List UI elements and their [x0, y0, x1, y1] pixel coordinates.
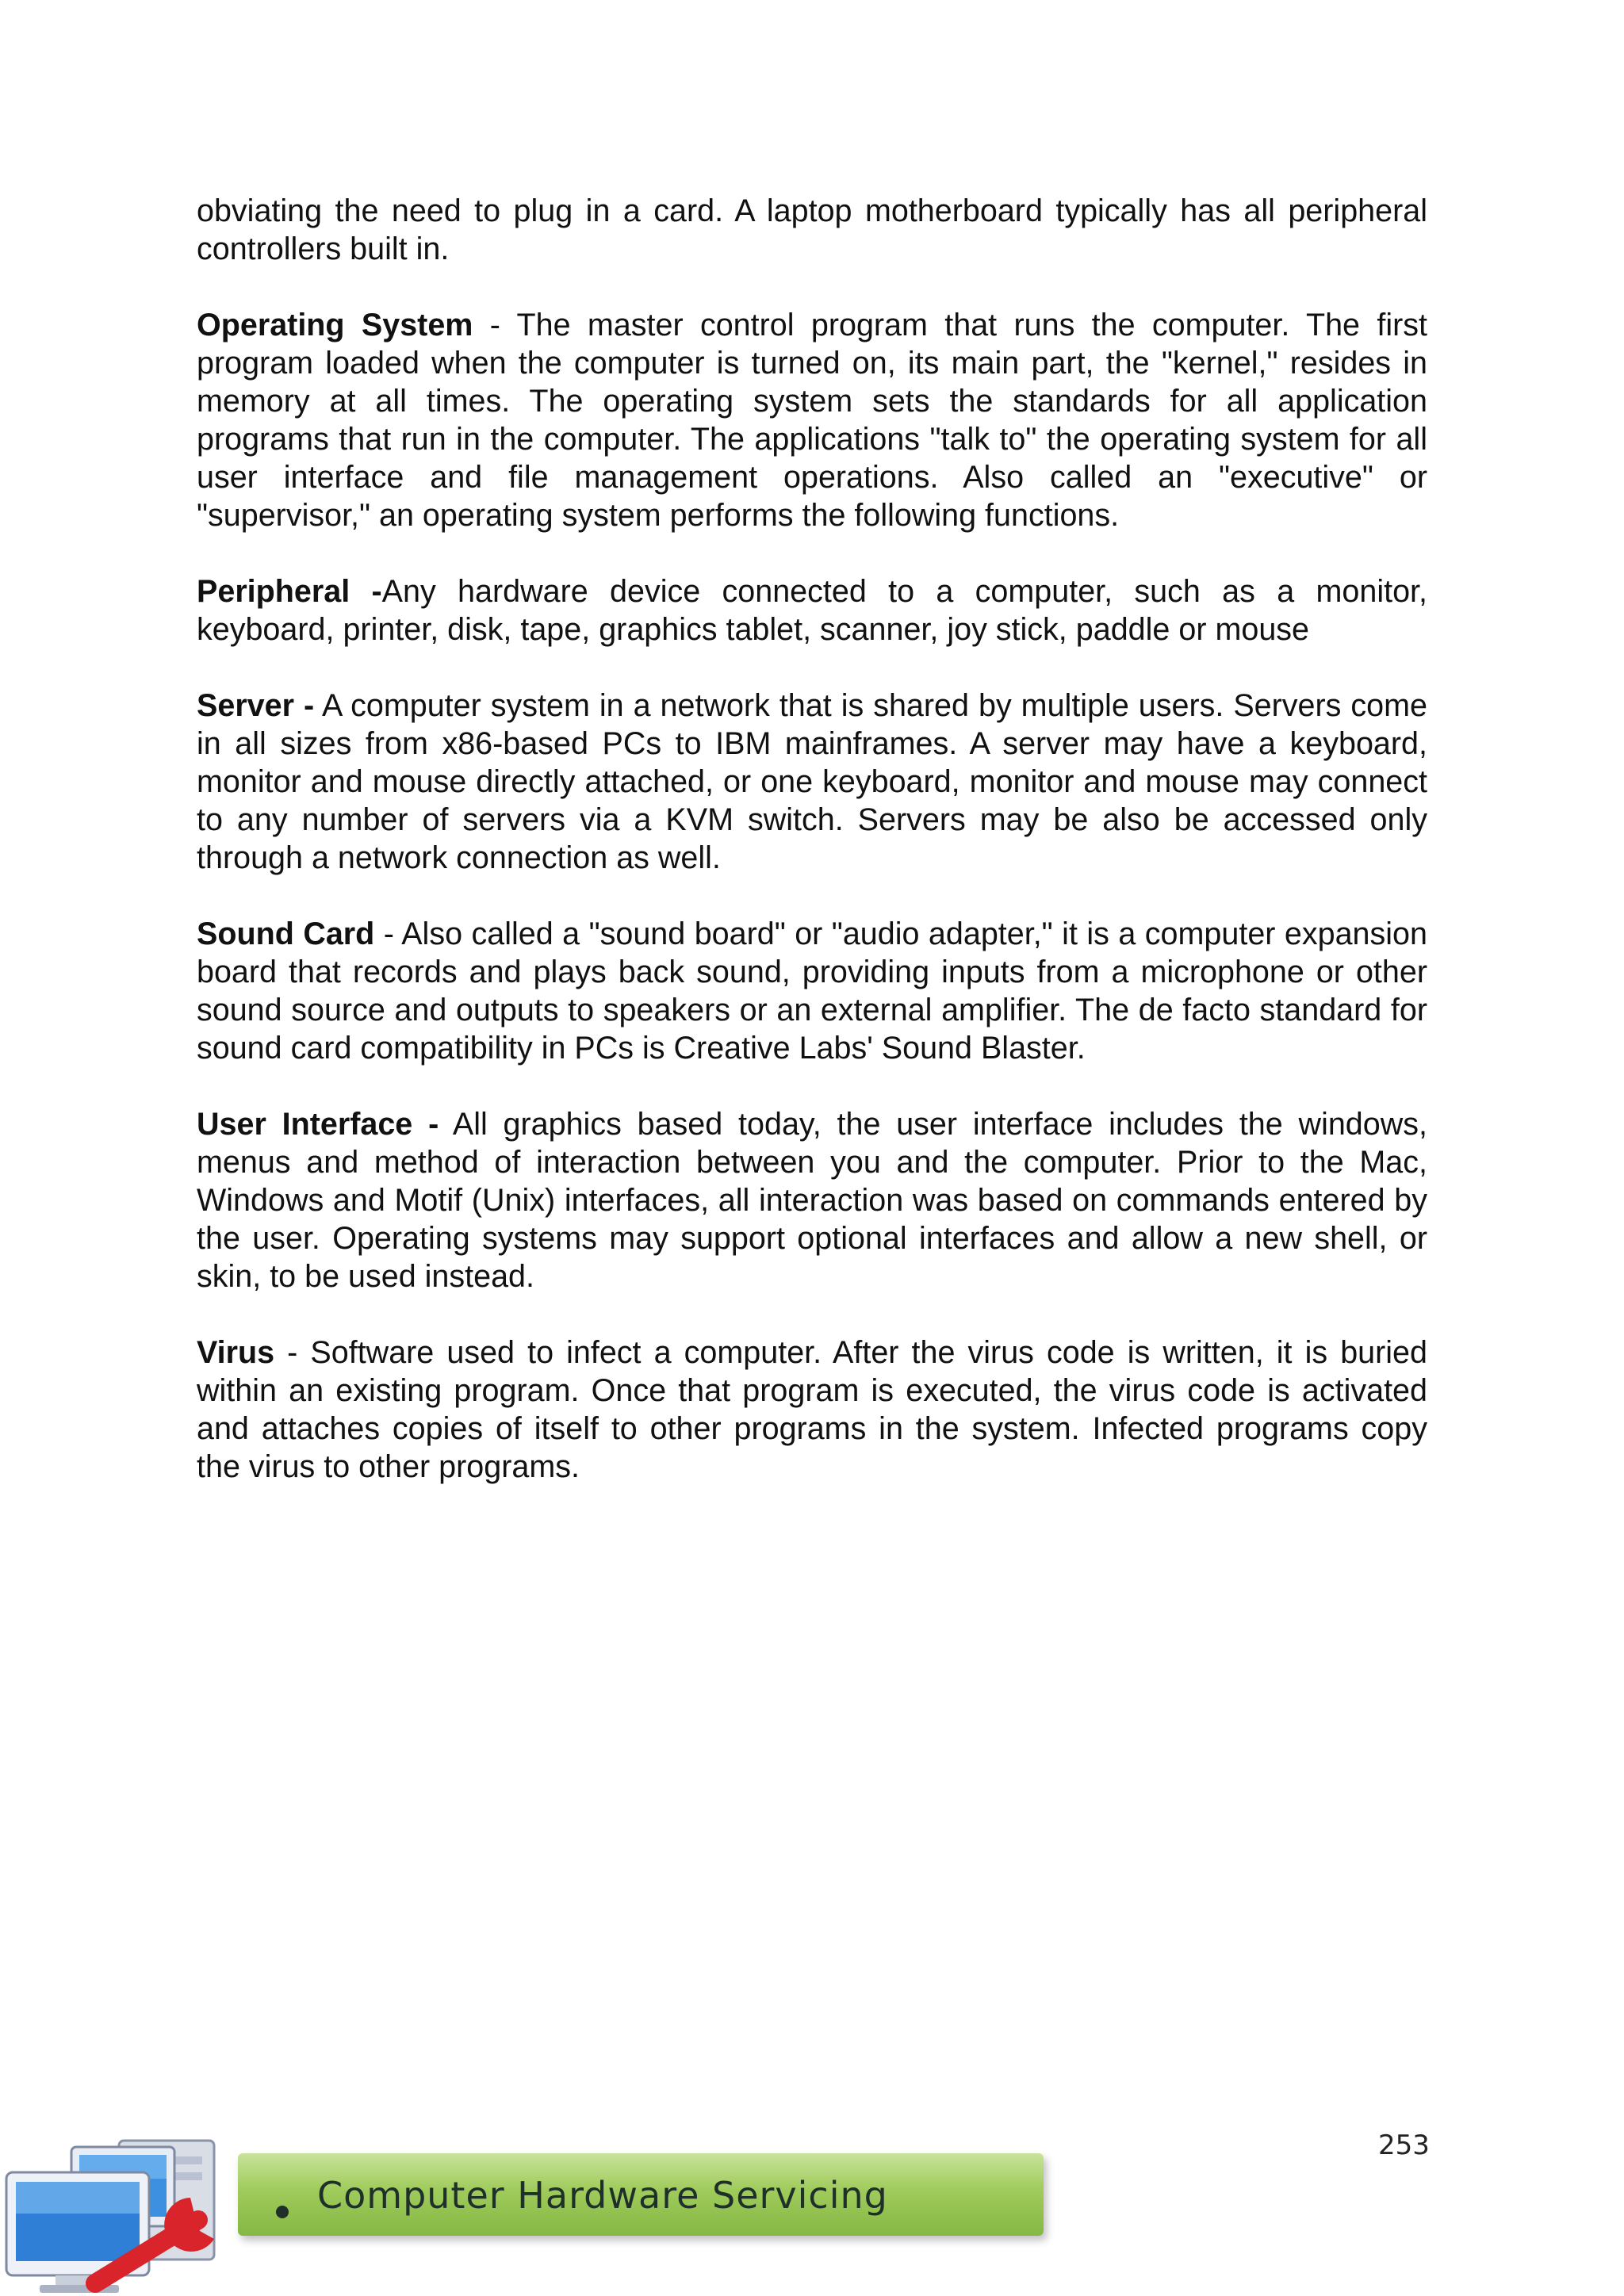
paragraph-virus [197, 1334, 1427, 1486]
glossary-definition: A computer system in a network that is shared by multiple users. Servers come in all sizes from x86-based PCs to IBM mainframes. A server may have a keyboard, monitor and mouse directly attached, or one keyboard, monitor and mouse may connect to any number of servers via a KVM switch. Servers may be also be accessed only through a network connection as well. [197, 688, 1428, 875]
glossary-term: Peripheral - [197, 574, 382, 609]
paragraph-user-interface [197, 1105, 1427, 1295]
glossary-definition: - The master control program that runs the computer. The first program loaded when the computer is turned on, its main part, the "kernel," resides in memory at all times. The operating system sets the standards for all application programs that run in the computer. The applications "talk to" the operating system for all user interface and file management operations. Also called an "executive" or "supervisor," an operating system performs the following functions. [197, 308, 1427, 533]
glossary-term: Server - [197, 688, 315, 723]
document-body [197, 192, 1427, 1524]
paragraph-sound-card [197, 915, 1427, 1067]
glossary-definition: obviating the need to plug in a card. A laptop motherboard typically has all peripheral controllers built in. [197, 193, 1427, 266]
glossary-term: Operating System [197, 308, 473, 342]
computer-wrench-icon [0, 2125, 333, 2296]
glossary-definition: - Software used to infect a computer. After the virus code is written, it is buried within an existing program. Once that program is executed, the virus code is activated and attaches copies of itself to other programs in the system. Infected programs copy the virus to other programs. [197, 1335, 1427, 1484]
footer-title: Computer Hardware Servicing [317, 2174, 888, 2217]
glossary-definition: - Also called a "sound board" or "audio adapter," it is a computer expansion board that records and plays back sound, providing inputs from a microphone or other sound source and outputs to speakers or an external amplifier. The de facto standard for sound card compatibility in PCs is Creative Labs' Sound Blaster. [197, 916, 1427, 1066]
glossary-term: Sound Card [197, 916, 375, 951]
glossary-definition: All graphics based today, the user interface includes the windows, menus and method of interaction between you and the computer. Prior to the Mac, Windows and Motif (Unix) interfaces, all interaction was based on commands entered by the user. Operating systems may support optional interfaces and allow a new shell, or skin, to be used instead. [197, 1107, 1427, 1294]
paragraph-operating-system [197, 306, 1427, 534]
glossary-term: User Interface - [197, 1107, 439, 1142]
paragraph-server [197, 687, 1427, 877]
glossary-term: Virus [197, 1335, 275, 1370]
footer-banner [0, 2125, 1063, 2296]
glossary-definition: Any hardware device connected to a computer, such as a monitor, keyboard, printer, disk, tape, graphics tablet, scanner, joy stick, paddle or mouse [197, 574, 1427, 647]
paragraph-continuation [197, 192, 1427, 268]
page-number: 253 [1378, 2130, 1430, 2161]
paragraph-peripheral [197, 572, 1427, 649]
